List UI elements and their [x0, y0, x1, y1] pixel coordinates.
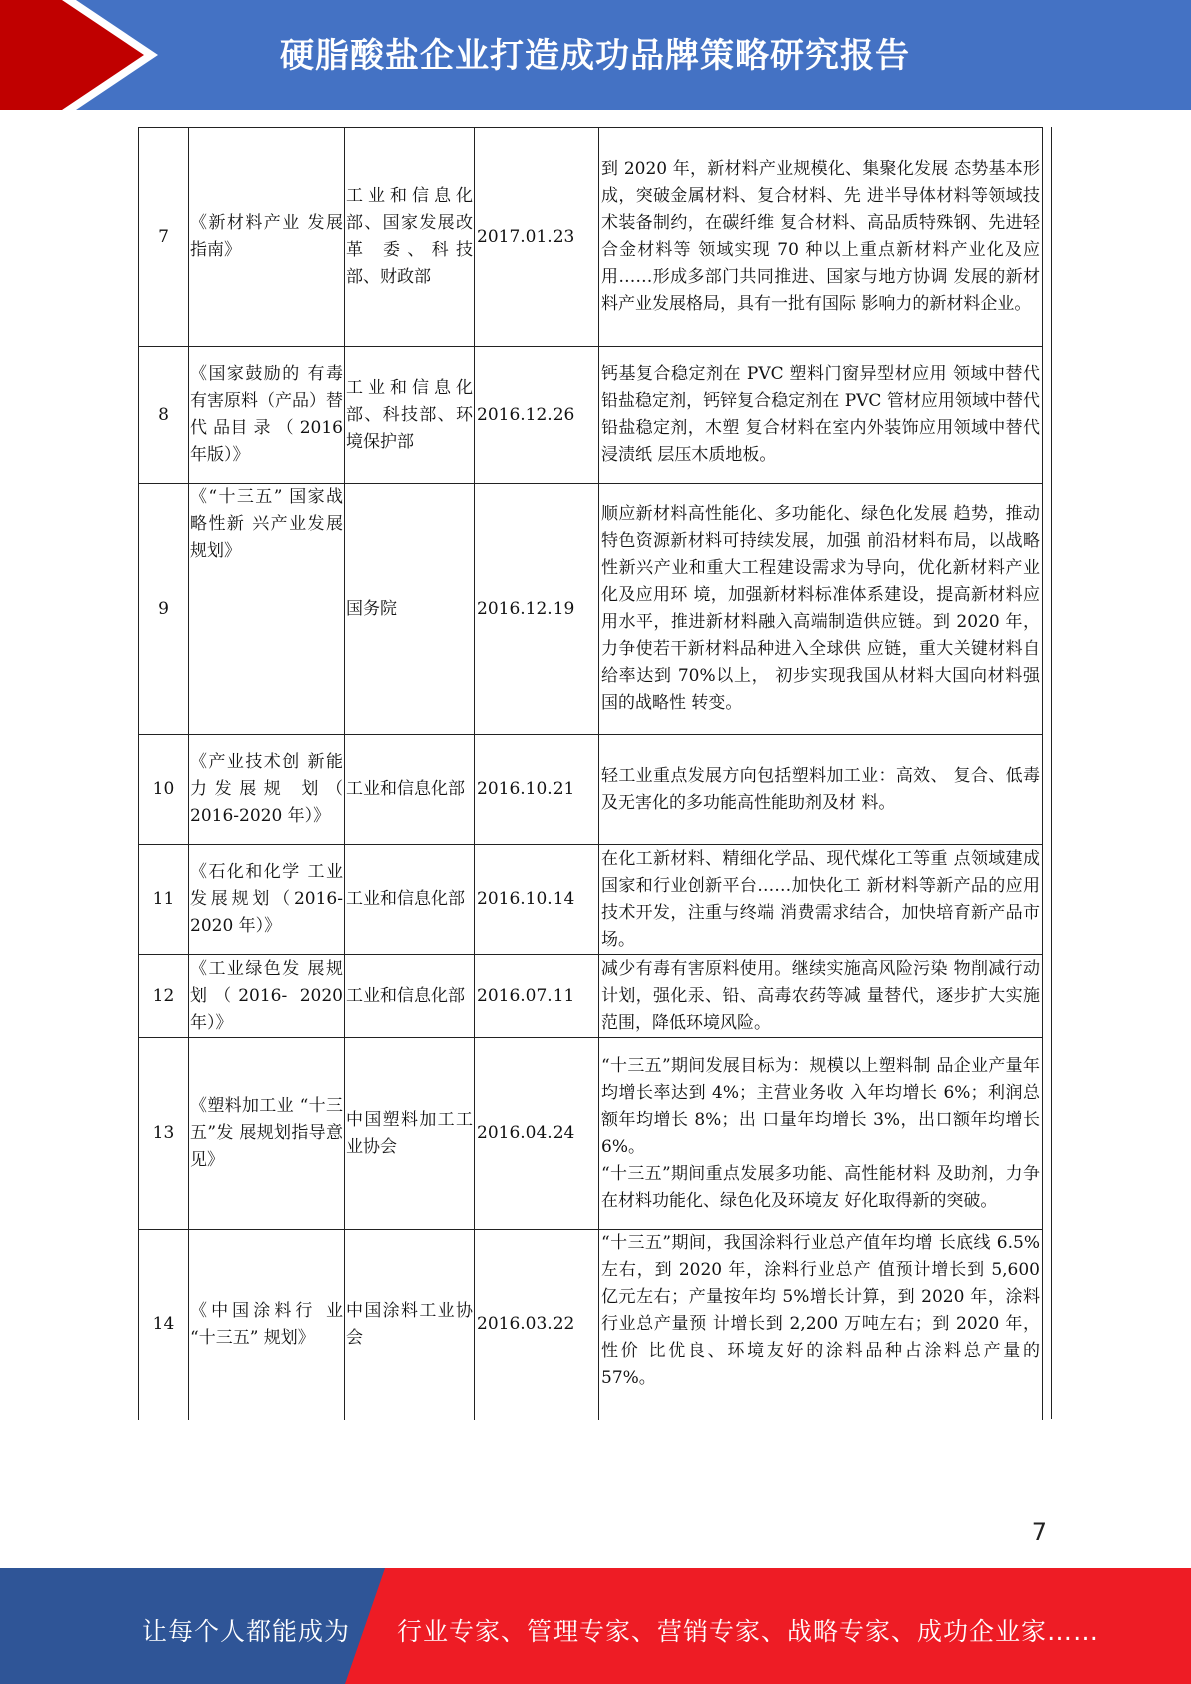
row-number: 10 [139, 735, 189, 845]
issuing-body: 工业和信息化部、科技部、环境保护部 [345, 347, 475, 484]
policy-content: 顺应新材料高性能化、多功能化、绿色化发展 趋势，推动特色资源新材料可持续发展，加强 前沿材料布局，以战略性新兴产业和重大工程建设需求为导向，优化新材料产业化及应用环 境，加强新材料标准体系建设，提高新材料应 用水平，推进新材料融入高端制造供应链。到 2020 年，力争使若干新材料品种进入全球供 应链，重大关键材料自给率达到 70%以上， 初步实现我国从材料大国向材料强国的战略性 转变。 [599, 484, 1043, 735]
report-title: 硬脂酸盐企业打造成功品牌策略研究报告 [280, 36, 910, 76]
table-row [139, 1038, 1043, 1230]
policy-name: 《石化和化学 工业发展规划（2016-2020 年）》 [189, 845, 345, 955]
footer-slogan-left: 让每个人都能成为 [142, 1617, 351, 1646]
policy-content: 钙基复合稳定剂在 PVC 塑料门窗异型材应用 领域中替代铅盐稳定剂，钙锌复合稳定剂在 PVC 管材应用领域中替代铅盐稳定剂，木塑 复合材料在室内外装饰应用领域中替代浸渍纸 层压木质地板。 [599, 347, 1043, 484]
row-number: 8 [139, 347, 189, 484]
policy-name: 《“十三五” 国家战略性新 兴产业发展规划》 [189, 484, 345, 735]
table-row [139, 128, 1043, 347]
row-number: 7 [139, 128, 189, 347]
policy-content: “十三五”期间，我国涂料行业总产值年均增 长底线 6.5%左右，到 2020 年，涂料行业总产 值预计增长到 5,600 亿元左右；产量按年均 5%增长计算，到 2020 年，涂料行业总产量预 计增长到 2,200 万吨左右；到 2020 年，性价 比优良、环境友好的涂料品种占涂料总产量的 57%。 [599, 1230, 1043, 1420]
issuing-body: 中国塑料加工工业协会 [345, 1038, 475, 1230]
policy-content: 在化工新材料、精细化学品、现代煤化工等重 点领域建成国家和行业创新平台……加快化工 新材料等新产品的应用技术开发，注重与终端 消费需求结合，加快培育新产品市场。 [599, 845, 1043, 955]
policy-content: 减少有毒有害原料使用。继续实施高风险污染 物削减行动计划，强化汞、铅、高毒农药等减 量替代，逐步扩大实施范围，降低环境风险。 [599, 955, 1043, 1038]
policy-content: 到 2020 年，新材料产业规模化、集聚化发展 态势基本形成，突破金属材料、复合材料、先 进半导体材料等领域技术装备制约，在碳纤维 复合材料、高品质特殊钢、先进轻合金材料等 领域实现 70 种以上重点新材料产业化及应 用……形成多部门共同推进、国家与地方协调 发展的新材料产业发展格局，具有一批有国际 影响力的新材料企业。 [599, 128, 1043, 347]
table-row [139, 735, 1043, 845]
issue-date: 2016.10.14 [475, 845, 599, 955]
policy-table [138, 127, 1043, 1420]
footer-slogan-right: 行业专家、管理专家、营销专家、战略专家、成功企业家…… [397, 1617, 1100, 1646]
issuing-body: 工业和信息化部、国家发展改革 委、科技 部、财政部 [345, 128, 475, 347]
issue-date: 2016.12.26 [475, 347, 599, 484]
policy-name: 《中国涂料行 业 “十三五” 规划》 [189, 1230, 345, 1420]
policy-content: 轻工业重点发展方向包括塑料加工业：高效、 复合、低毒及无害化的多功能高性能助剂及材 料。 [599, 735, 1043, 845]
table-row [139, 845, 1043, 955]
row-number: 14 [139, 1230, 189, 1420]
issuing-body: 中国涂料工业协会 [345, 1230, 475, 1420]
table-row [139, 484, 1043, 735]
issue-date: 2016.10.21 [475, 735, 599, 845]
issue-date: 2016.03.22 [475, 1230, 599, 1420]
issuing-body: 工业和信息化部 [345, 955, 475, 1038]
policy-content-paragraph: “十三五”期间发展目标为：规模以上塑料制 品企业产量年均增长率达到 4%；主营业务收 入年均增长 6%；利润总额年均增长 8%；出 口量年均增长 3%，出口额年均增长 6%。 [601, 1055, 1040, 1157]
issue-date: 2016.07.11 [475, 955, 599, 1038]
table-row [139, 1230, 1043, 1420]
policy-content-paragraph: “十三五”期间重点发展多功能、高性能材料 及助剂，力争在材料功能化、绿色化及环境友 好化取得新的突破。 [601, 1163, 1040, 1211]
policy-name: 《塑料加工业 “十三五”发 展规划指导意 见》 [189, 1038, 345, 1230]
page-header [0, 0, 1191, 110]
header-red-arrow-shape [0, 0, 150, 110]
policy-name: 《产业技术创 新能力发展规 划（ 2016-2020 年）》 [189, 735, 345, 845]
row-number: 9 [139, 484, 189, 735]
issue-date: 2017.01.23 [475, 128, 599, 347]
row-number: 11 [139, 845, 189, 955]
policy-name: 《工业绿色发 展规划（2016- 2020 年）》 [189, 955, 345, 1038]
row-number: 12 [139, 955, 189, 1038]
issue-date: 2016.04.24 [475, 1038, 599, 1230]
row-number: 13 [139, 1038, 189, 1230]
issuing-body: 工业和信息化部 [345, 735, 475, 845]
table-right-border-line [1051, 127, 1052, 1419]
page-number: 7 [1031, 1518, 1047, 1546]
policy-content [599, 1038, 1043, 1230]
table-row [139, 347, 1043, 484]
issuing-body: 工业和信息化部 [345, 845, 475, 955]
policy-name: 《新材料产业 发展指南》 [189, 128, 345, 347]
page-footer [0, 1568, 1191, 1684]
issuing-body: 国务院 [345, 484, 475, 735]
table-row [139, 955, 1043, 1038]
policy-name: 《国家鼓励的 有毒有害原料（产品）替代 品目 录 （ 2016 年版）》 [189, 347, 345, 484]
issue-date: 2016.12.19 [475, 484, 599, 735]
